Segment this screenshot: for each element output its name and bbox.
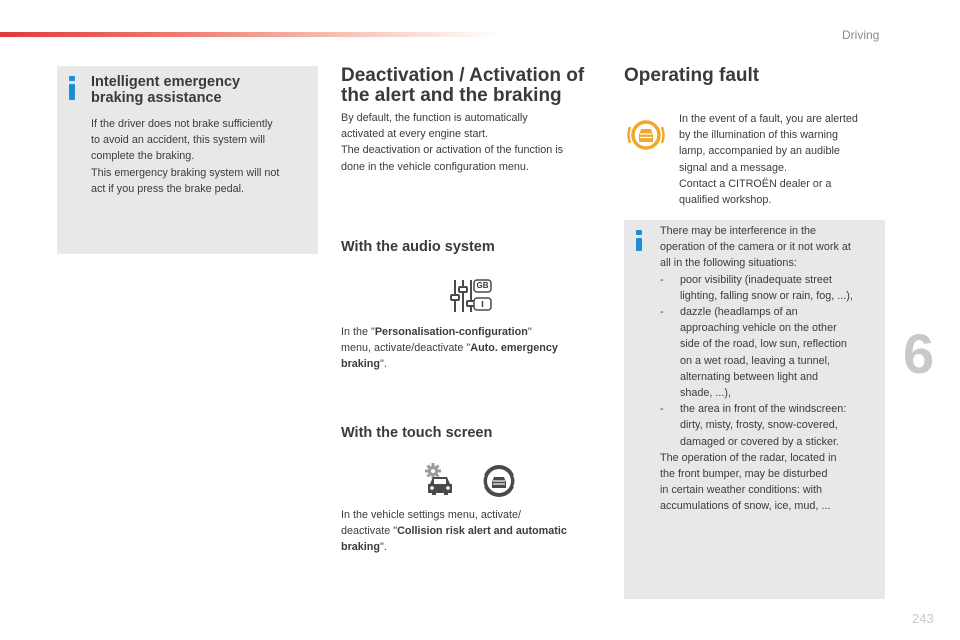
vehicle-settings-icon xyxy=(422,462,458,498)
bullet-text-line: side of the road, low sun, reflection xyxy=(680,338,847,351)
audio-text-fragment: ". xyxy=(380,358,387,371)
info-icon xyxy=(69,84,75,100)
audio-menu-name: Personalisation-configuration xyxy=(374,326,528,338)
chapter-number: 6 xyxy=(903,322,935,385)
bullet-text-line: lighting, falling snow or rain, fog, ...), xyxy=(680,289,853,302)
info-box-emergency-braking xyxy=(57,66,318,254)
bullet-text-line: dazzle (headlamps of an xyxy=(680,306,798,319)
collision-alert-icon xyxy=(481,463,517,499)
bullet-text-line: alternating between light and xyxy=(680,370,819,383)
fault-text-line: In the event of a fault, you are alerted xyxy=(679,113,858,125)
interference-text-line: in certain weather conditions: with xyxy=(660,484,823,497)
deactivation-title-line2: the alert and the braking xyxy=(341,85,562,106)
fault-text-line: Contact a CITROËN dealer or a xyxy=(679,177,832,190)
bullet-dash: - xyxy=(660,306,664,319)
deactivation-text-line: By default, the function is automatically xyxy=(341,112,528,124)
interference-text-line: The operation of the radar, located in xyxy=(660,451,837,464)
interference-text-line: the front bumper, may be disturbed xyxy=(660,468,828,481)
fault-text-line: qualified workshop. xyxy=(679,194,772,207)
info-box-text-line: complete the braking. xyxy=(91,150,195,163)
info-box-text-line: act if you press the brake pedal. xyxy=(91,182,245,195)
info-box-text-line: to avoid an accident, this system will xyxy=(91,134,266,147)
info-box-interference xyxy=(624,220,885,599)
audio-text-fragment: menu, activate/deactivate " xyxy=(341,342,471,355)
touch-option-name-cont: braking xyxy=(341,541,380,554)
touch-option-name: Collision risk alert and automatic xyxy=(397,525,567,538)
touch-text-line: In the vehicle settings menu, activate/ xyxy=(341,509,522,521)
bullet-text-line: the area in front of the windscreen: xyxy=(680,403,847,416)
info-box-title-line2: braking assistance xyxy=(91,90,222,106)
bullet-text-line: dirty, misty, frosty, snow-covered, xyxy=(680,419,838,432)
interference-text-line: There may be interference in the xyxy=(660,225,817,237)
fault-heading: Operating fault xyxy=(624,65,760,86)
bullet-text-line: approaching vehicle on the other xyxy=(680,322,837,335)
bullet-text-line: damaged or covered by a sticker. xyxy=(680,435,840,448)
fault-text-line: signal and a message. xyxy=(679,161,788,174)
bullet-text-line: shade, ...), xyxy=(680,387,732,400)
bullet-dash: - xyxy=(660,273,664,286)
header-accent-bar xyxy=(0,32,500,37)
settings-badge-label: GB xyxy=(476,281,489,290)
deactivation-title-line1: Deactivation / Activation of xyxy=(341,65,585,86)
warning-lamp-icon xyxy=(626,117,666,153)
deactivation-text-line: The deactivation or activation of the function is xyxy=(341,144,564,157)
info-box-title-line1: Intelligent emergency xyxy=(91,74,241,90)
deactivation-text-line: done in the vehicle configuration menu. xyxy=(341,160,529,173)
bullet-text-line: on a wet road, leaving a tunnel, xyxy=(680,354,831,367)
audio-option-name-cont: braking xyxy=(341,358,380,371)
audio-option-name: Auto. emergency xyxy=(470,342,558,355)
info-box-text-line: This emergency braking system will not xyxy=(91,166,280,179)
section-title: Driving xyxy=(842,28,880,42)
bullet-text-line: poor visibility (inadequate street xyxy=(680,273,832,286)
audio-text-fragment: " xyxy=(527,326,532,338)
audio-text-fragment: In the " xyxy=(341,326,375,338)
touch-text-fragment: ". xyxy=(380,541,387,554)
touch-heading: With the touch screen xyxy=(341,425,493,441)
info-icon xyxy=(636,238,642,251)
audio-heading: With the audio system xyxy=(341,239,495,255)
interference-text-line: operation of the camera or it not work at xyxy=(660,241,851,254)
deactivation-text-line: activated at every engine start. xyxy=(341,128,489,141)
touch-text-fragment: deactivate " xyxy=(341,525,398,538)
interference-text-line: all in the following situations: xyxy=(660,257,797,270)
page-number: 243 xyxy=(912,611,934,626)
bullet-dash: - xyxy=(660,403,664,416)
settings-sliders-icon xyxy=(449,278,493,314)
fault-text-line: lamp, accompanied by an audible xyxy=(679,145,840,158)
interference-text-line: accumulations of snow, ice, mud, ... xyxy=(660,500,831,513)
fault-text-line: by the illumination of this warning xyxy=(679,129,839,142)
info-box-text-line: If the driver does not brake sufficiently xyxy=(91,118,273,130)
